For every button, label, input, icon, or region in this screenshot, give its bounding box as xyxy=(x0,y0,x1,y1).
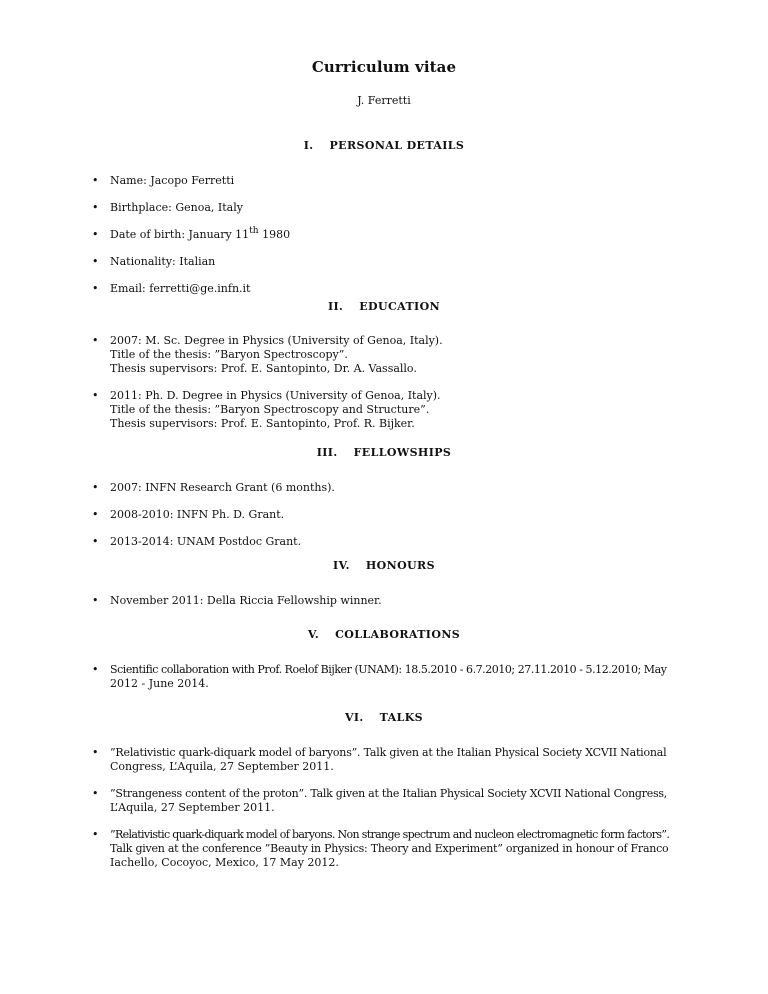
list-item xyxy=(92,787,669,815)
education-list xyxy=(92,334,669,431)
list-item xyxy=(92,228,669,242)
list-item xyxy=(92,828,669,870)
list-item xyxy=(92,594,669,608)
section-number: II. xyxy=(327,300,344,313)
talk-line: • ”Relativistic quark-diquark model of baryons”. Talk given at the Italian Physical Society XCVII National xyxy=(110,746,667,759)
section-personal-details xyxy=(0,139,768,296)
section-talks xyxy=(0,711,768,870)
section-heading xyxy=(0,711,768,725)
list-item xyxy=(92,255,669,269)
list-item xyxy=(92,746,669,774)
section-heading xyxy=(0,139,768,153)
section-number: III. xyxy=(316,446,338,459)
section-title: FELLOWSHIPS xyxy=(353,446,452,459)
honour-text: November 2011: Della Riccia Fellowship winner. xyxy=(110,594,382,607)
education-thesis-title: Title of the thesis: ”Baryon Spectroscopy and Structure”. xyxy=(110,403,430,416)
nationality-text: Nationality: Italian xyxy=(110,255,216,268)
birthplace-text: Birthplace: Genoa, Italy xyxy=(110,201,243,214)
list-item xyxy=(92,535,669,549)
fellowship-text: 2013-2014: UNAM Postdoc Grant. xyxy=(110,535,302,548)
name-text: Name: Jacopo Ferretti xyxy=(110,174,235,187)
list-item xyxy=(92,663,669,691)
section-education xyxy=(0,300,768,431)
email-text: Email: ferretti@ge.infn.it xyxy=(110,282,251,295)
section-title: COLLABORATIONS xyxy=(335,628,461,641)
talk-line: Congress, L’Aquila, 27 September 2011. xyxy=(110,760,334,773)
section-number: VI. xyxy=(344,711,364,724)
collaboration-line: 2012 - June 2014. xyxy=(110,677,209,690)
personal-details-list xyxy=(92,174,669,296)
talk-line: Iachello, Cocoyoc, Mexico, 17 May 2012. xyxy=(110,856,339,869)
list-item xyxy=(92,174,669,188)
education-degree: • 2011: Ph. D. Degree in Physics (University of Genoa, Italy). xyxy=(110,389,441,402)
section-number: I. xyxy=(303,139,314,152)
list-item xyxy=(92,508,669,522)
education-supervisors: Thesis supervisors: Prof. E. Santopinto, Dr. A. Vassallo. xyxy=(110,362,417,375)
fellowship-text: 2007: INFN Research Grant (6 months). xyxy=(110,481,335,494)
education-degree: • 2007: M. Sc. Degree in Physics (University of Genoa, Italy). xyxy=(110,334,443,347)
talk-line: Talk given at the conference ”Beauty in Physics: Theory and Experiment” organized in honour of Franco xyxy=(110,842,669,855)
document-title: Curriculum vitae xyxy=(311,58,457,76)
section-heading xyxy=(0,628,768,642)
list-item xyxy=(92,389,669,431)
fellowship-text: 2008-2010: INFN Ph. D. Grant. xyxy=(110,508,285,521)
talk-line: • ”Relativistic quark-diquark model of baryons. Non strange spectrum and nucleon electromagnetic form factors”. xyxy=(110,828,670,841)
section-honours xyxy=(0,559,768,608)
list-item xyxy=(92,334,669,376)
section-heading xyxy=(0,300,768,314)
section-title: HONOURS xyxy=(365,559,435,572)
list-item xyxy=(92,201,669,215)
dob-superscript: th xyxy=(249,226,259,236)
section-number: IV. xyxy=(333,559,350,572)
dob-suffix: 1980 xyxy=(258,228,291,241)
talk-line: • ”Strangeness content of the proton”. Talk given at the Italian Physical Society XCVII National Congress, xyxy=(110,787,668,800)
section-fellowships xyxy=(0,446,768,549)
section-heading xyxy=(0,446,768,460)
section-title: PERSONAL DETAILS xyxy=(329,139,465,152)
document-author: J. Ferretti xyxy=(357,94,411,107)
talks-list xyxy=(92,746,669,870)
honours-list xyxy=(92,594,669,608)
education-supervisors: Thesis supervisors: Prof. E. Santopinto, Prof. R. Bijker. xyxy=(110,417,415,430)
talk-line: L’Aquila, 27 September 2011. xyxy=(110,801,275,814)
list-item xyxy=(92,481,669,495)
section-number: V. xyxy=(307,628,320,641)
collaboration-line: • Scientific collaboration with Prof. Roelof Bijker (UNAM): 18.5.2010 - 6.7.2010; 27.11.2010 - 5.12.2010; May xyxy=(110,663,667,676)
section-title: TALKS xyxy=(379,711,424,724)
section-heading xyxy=(0,559,768,573)
fellowships-list xyxy=(92,481,669,549)
section-title: EDUCATION xyxy=(359,300,441,313)
collaborations-list xyxy=(92,663,669,691)
list-item xyxy=(92,282,669,296)
section-collaborations xyxy=(0,628,768,691)
education-thesis-title: Title of the thesis: ”Baryon Spectroscopy”. xyxy=(110,348,348,361)
dob-prefix: Date of birth: January 11 xyxy=(110,228,250,241)
